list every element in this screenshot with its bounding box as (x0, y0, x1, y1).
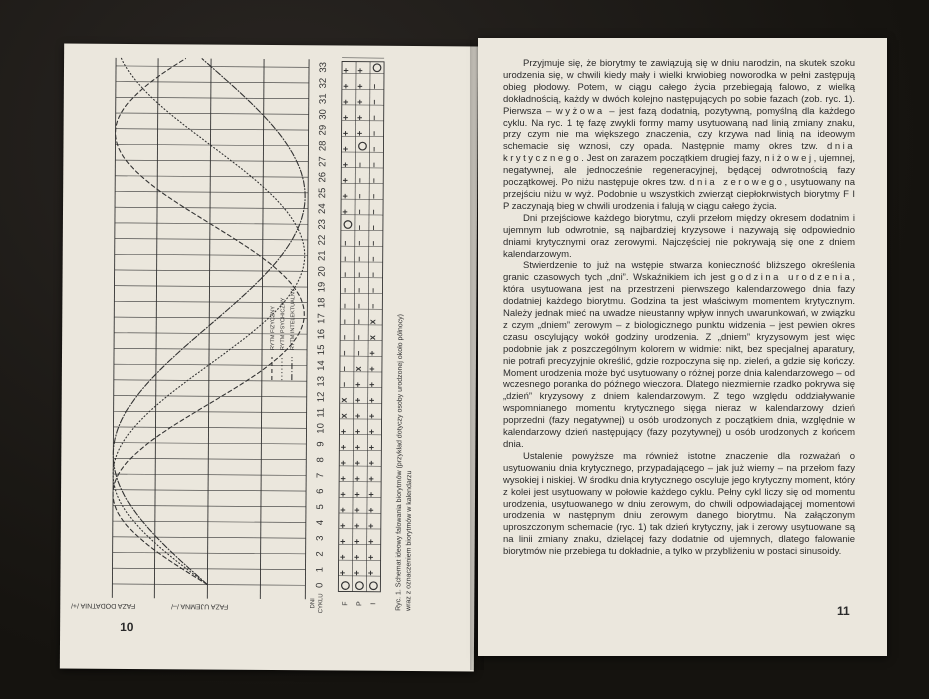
negative-mark: – (353, 225, 364, 231)
negative-mark: – (339, 303, 350, 309)
negative-mark: – (353, 303, 364, 309)
day-number: 0 (314, 582, 326, 589)
day-gridline (115, 160, 308, 161)
positive-mark: + (366, 429, 377, 435)
day-number: 15 (316, 344, 328, 356)
negative-mark: – (339, 287, 350, 293)
biorhythm-chart (60, 44, 478, 672)
positive-mark: + (340, 130, 351, 136)
positive-mark: + (340, 67, 352, 74)
day-gridline (113, 443, 306, 444)
negative-mark: – (353, 256, 364, 262)
chart-vertical-line (260, 59, 264, 599)
positive-mark: + (338, 444, 349, 450)
negative-mark: – (368, 146, 379, 152)
day-gridline (116, 66, 309, 67)
negative-mark: – (354, 177, 365, 184)
positive-mark: + (351, 554, 362, 560)
body-text (503, 58, 855, 558)
zero-day-mark (342, 582, 350, 590)
positive-mark: + (365, 570, 376, 576)
zero-day-mark (373, 64, 381, 72)
day-number: 3 (314, 535, 326, 541)
day-number: 32 (317, 77, 329, 89)
chart-vertical-line (112, 58, 116, 598)
day-number: 1 (314, 566, 326, 573)
day-gridline (116, 97, 309, 98)
positive-mark: + (366, 460, 377, 466)
page-number-right: 11 (837, 604, 850, 618)
positive-mark: + (352, 428, 363, 435)
negative-mark: – (353, 240, 364, 246)
text-run: Dni przejściowe każdego biorytmu, czyli przełom między okresem dodatnim i ujemnym lub odwrotnie, są najbardziej kryzysowe i nazywają się odpowiednio dniami krytycznymi oraz zerowymi. Najczęściej nie pokrywają się one z dniem kalendarzowym. (503, 212, 855, 260)
text-run: , usytuowany na przejściu niżu w wyż. Podobnie u wszystkich zwierząt ciepłokrwistych biorytmy F I P zaczynają bieg w chwili urodzenia i falują w ciągu całego życia. (503, 177, 855, 212)
positive-mark: + (340, 146, 351, 152)
day-gridline (115, 254, 308, 255)
positive-mark: + (352, 397, 363, 403)
zero-day-mark (356, 582, 364, 590)
negative-mark: – (368, 209, 379, 215)
phase-negative-label: FAZA UJEMNA /–/ (171, 602, 229, 610)
negative-mark: – (368, 130, 379, 137)
day-gridline (114, 411, 307, 412)
day-number: 22 (316, 234, 328, 246)
positive-mark: + (365, 507, 376, 513)
day-gridline (114, 317, 307, 318)
positive-mark: + (340, 177, 351, 184)
negative-mark: – (338, 381, 349, 388)
positive-mark: + (337, 538, 348, 545)
text-run: Przyjmuje się, że biorytmy te zawiązują się w dniu narodzin, na skutek szoku urodzenia się, w chwili kiedy mały i wielki krwiobieg noworodka w pełni zastępują obieg płodowy. Potem, w ciągu całego życia przebiegają falowo, z wielką dokładnością, każdy w dwóch kolejno następujących po sobie fazach (zob. ryc. 1). Pierwsza – (503, 58, 855, 117)
chart-vertical-line (154, 58, 158, 598)
positive-mark: + (338, 475, 349, 482)
positive-mark: + (366, 476, 377, 482)
day-gridline (114, 396, 307, 397)
day-number: 4 (314, 519, 326, 526)
text-run: Ustalenie powyższe ma również istotne znaczenie dla rozważań o usytuowaniu dnia krytycznego, przypadającego – jak już wiemy – na przełom fazy wysokiej i niskiej. W środku dnia krytycznego oscyluje jego krytyczny moment, który z kolei jest usytuowany w połowie każdego cyklu. Pełny cykl liczy się od momentu urodzenia, usytuowanego w dniu zerowym, do chwili odpowiadającej momentowi urodzenia w następnym dniu zerowym danego biorytmu. Na załączonym uproszczonym schemacie (ryc. 1) tak dzień krytyczny, jak i zerowy usytuowane są na linii zmiany znaku, dzielącej fazy dodatnie od ujemnych, dlatego falowanie biorytmów nie przebiega tu dokładnie, a tylko w przybliżeniu w postaci sinusoidy. (503, 450, 855, 558)
paragraph (503, 58, 855, 213)
negative-mark: – (368, 83, 379, 89)
day-gridline (114, 333, 307, 334)
negative-mark: – (368, 193, 379, 199)
day-gridline (116, 82, 309, 83)
zero-day-mark (370, 582, 378, 590)
positive-mark: + (351, 523, 362, 529)
day-number: 26 (317, 171, 329, 183)
positive-mark: + (366, 444, 377, 451)
positive-mark: + (340, 83, 351, 89)
day-gridline (115, 207, 308, 208)
chart-vertical-line (305, 59, 309, 599)
positive-mark: + (351, 538, 362, 545)
negative-mark: – (368, 99, 379, 105)
negative-mark: – (353, 272, 364, 278)
spaced-term: niżowej (764, 153, 814, 165)
positive-mark: + (365, 538, 376, 545)
day-gridline (115, 176, 308, 177)
negative-mark: – (368, 162, 379, 168)
spaced-term: wyżowa (555, 105, 605, 117)
text-run: , ujemnej, negatywnej, ale jednocześnie regeneracyjnej, będącej odwrotnością fazy początkowej. Po niżu następuje okres tzw. (503, 153, 855, 189)
positive-mark: + (352, 444, 363, 451)
positive-mark: + (354, 67, 366, 74)
day-gridline (112, 584, 305, 585)
negative-mark: – (367, 303, 378, 309)
paragraph (503, 260, 855, 451)
day-number: 27 (317, 156, 329, 167)
critical-day-mark: x (367, 319, 378, 325)
intellectual-legend-label: RYTM INTELEKTUALNY (290, 288, 297, 351)
negative-mark: – (368, 115, 379, 121)
positive-mark: + (338, 460, 349, 466)
positive-mark: + (338, 428, 349, 435)
day-gridline (113, 568, 306, 569)
positive-mark: + (337, 507, 348, 513)
days-label: DNI (310, 598, 317, 609)
day-number: 2 (314, 551, 326, 557)
positive-mark: + (354, 83, 365, 89)
negative-mark: – (353, 287, 364, 293)
day-number: 18 (316, 297, 328, 309)
positive-mark: + (367, 350, 378, 356)
positive-mark: + (354, 115, 365, 121)
physical-legend-label: RYTM FIZYCZNY (270, 306, 277, 351)
positive-mark: + (366, 413, 377, 419)
psychic-legend-label: RYTM PSYCHICZNY (280, 297, 287, 351)
positive-mark: + (351, 507, 362, 513)
row-label: P (356, 601, 364, 607)
negative-mark: – (339, 319, 350, 325)
spaced-term: dnia zerowego (689, 177, 785, 189)
critical-day-mark: x (338, 413, 349, 419)
negative-mark: – (353, 334, 364, 341)
negative-mark: – (353, 319, 364, 325)
negative-mark: – (367, 225, 378, 231)
day-gridline (115, 191, 308, 192)
positive-mark: + (366, 397, 377, 404)
critical-day-mark: x (352, 366, 363, 372)
chart-vertical-line (207, 59, 211, 599)
day-number: 24 (317, 203, 329, 214)
negative-mark: – (339, 240, 350, 246)
day-number: 11 (315, 407, 327, 418)
text-run: Stwierdzenie to już na wstępie stwarza konieczność bliższego określenia granic czasowych tych „dni”. Wskaźnikiem ich jest (503, 260, 855, 284)
day-gridline (114, 348, 307, 349)
positive-mark: + (352, 476, 363, 482)
negative-mark: – (367, 287, 378, 294)
negative-mark: – (367, 272, 378, 278)
day-gridline (114, 301, 307, 302)
row-label: I (370, 602, 378, 605)
day-number: 12 (315, 391, 327, 403)
day-gridline (113, 474, 306, 475)
day-gridline (113, 490, 306, 491)
figure-caption-line-2: wraz z oznaczeniem biorytmów w kalendarzu (405, 470, 414, 612)
day-number: 16 (316, 328, 328, 340)
positive-mark: + (366, 491, 377, 498)
positive-mark: + (354, 130, 365, 137)
day-number: 8 (315, 457, 327, 463)
day-gridline (114, 286, 307, 287)
negative-mark: – (339, 334, 350, 340)
positive-mark: + (365, 554, 376, 560)
positive-mark: + (365, 523, 376, 529)
paragraph (503, 451, 855, 558)
day-gridline (114, 427, 307, 428)
text-run: – jest fazą dodatnią, pozytywną, pomyślną dla każdego cyklu. Na ryc. 1 tę fazę zwykli formy mamy usytuowaną nad linią zmiany znaku, przy czym nie ma większego znaczenia, czy krzywa nad linią na ideowym schemacie się wznosi, czy opada. Następnie mamy okres tzw. (503, 105, 855, 153)
day-gridline (113, 537, 306, 538)
day-number: 20 (316, 266, 328, 277)
day-number: 21 (316, 250, 328, 262)
positive-mark: + (352, 413, 363, 419)
positive-mark: + (351, 570, 362, 576)
phase-positive-label: FAZA DODATNIA /+/ (70, 601, 136, 610)
day-number: 28 (317, 140, 329, 152)
day-number: 9 (315, 441, 327, 447)
negative-mark: – (367, 256, 378, 262)
day-number: 23 (316, 219, 328, 230)
cycle-label: CYKLU (318, 593, 325, 614)
day-number: 25 (317, 187, 329, 199)
negative-mark: – (354, 162, 365, 168)
spaced-term: dnia krytycznego (503, 141, 855, 165)
day-number: 7 (315, 472, 327, 479)
positive-mark: + (366, 381, 377, 388)
day-number: 6 (315, 488, 327, 494)
negative-mark: – (353, 350, 364, 356)
zero-day-mark (344, 221, 352, 229)
day-number: 30 (317, 109, 329, 120)
day-number: 17 (316, 313, 328, 324)
left-page (60, 44, 478, 672)
day-gridline (116, 129, 309, 130)
negative-mark: – (354, 193, 365, 199)
day-gridline (113, 505, 306, 506)
day-gridline (113, 553, 306, 554)
text-run: . Jest on zarazem początkiem drugiej fazy, (581, 153, 765, 165)
negative-mark: – (339, 256, 350, 262)
critical-day-mark: x (367, 335, 378, 341)
positive-mark: + (354, 99, 365, 105)
negative-mark: – (339, 272, 350, 278)
right-page (478, 38, 887, 656)
day-number: 29 (317, 124, 329, 136)
day-number: 10 (315, 423, 327, 434)
critical-day-mark: x (338, 397, 349, 403)
text-run: , która usytuowana jest na przestrzeni pierwszego kalendarzowego dnia fazy dodatniej każdego biorytmu. Godzina ta jest właściwym momentem krytycznym. Należy jednak mieć na uwadze nieustanny wpływ innych uwarunkowań, w związku z czym „dniem” zerowym – z biologicznego punktu widzenia – jest pewien okres czasu oscylujący wokół godziny urodzenia. Z „dniem” kryzysowym jest więc podobnie jak z poszczególnym kolorem w widmie: nikt, bez specjalnej aparatury, nie potrafi precyzyjnie określić, gdzie rozpoczyna się np. zieleń, a gdzie się kończy. Moment urodzenia może być usytuowany o różnej porze dnia kalendarzowego – od wczesnego poranka do późnego wieczora. Dlatego niezmiernie rzadko pokrywa się „dzień” kryzysowy z dniem kalendarzowym. Z tego względu oddziaływanie wspomnianego momentu krytycznego sięga nieraz w kalendarzowy dzień poprzedni (fazy negatywnej) u osób urodzonych z początkiem dnia, względnie w kalendarzowy dzień następujący (fazy pozytywnej) u osób urodzonych z końcem dnia. (503, 272, 855, 450)
spaced-term: godzina urodzenia (730, 272, 853, 284)
day-number: 13 (315, 375, 327, 387)
positive-mark: + (352, 381, 363, 388)
positive-mark: + (340, 209, 351, 215)
figure-caption-line-1: Ryc. 1. Schemat ideowy falowania biorytmów (przykład dotyczy osoby urodzonej około północy) (395, 314, 405, 611)
positive-mark: + (366, 366, 377, 372)
day-gridline (115, 239, 308, 240)
positive-mark: + (338, 491, 349, 498)
positive-mark: + (340, 99, 351, 105)
negative-mark: – (339, 350, 350, 356)
negative-mark: – (354, 209, 365, 215)
positive-mark: + (340, 114, 351, 121)
day-number: 31 (317, 93, 329, 105)
negative-mark: – (367, 240, 378, 246)
day-number: 33 (317, 62, 330, 73)
negative-mark: – (368, 178, 379, 184)
positive-mark: + (352, 460, 363, 466)
positive-mark: + (337, 523, 348, 529)
day-number: 5 (314, 504, 326, 510)
page-number-left: 10 (120, 619, 134, 635)
positive-mark: + (337, 570, 348, 576)
paragraph (503, 213, 855, 261)
positive-mark: + (337, 554, 348, 560)
positive-mark: + (352, 491, 363, 498)
day-number: 19 (316, 281, 328, 293)
day-gridline (116, 113, 309, 114)
negative-mark: – (338, 366, 349, 372)
positive-mark: + (340, 162, 351, 168)
day-gridline (114, 380, 307, 381)
day-gridline (113, 458, 306, 459)
positive-mark: + (340, 193, 351, 199)
zero-day-mark (359, 142, 367, 150)
day-number: 14 (315, 360, 327, 371)
row-label: F (342, 601, 350, 606)
